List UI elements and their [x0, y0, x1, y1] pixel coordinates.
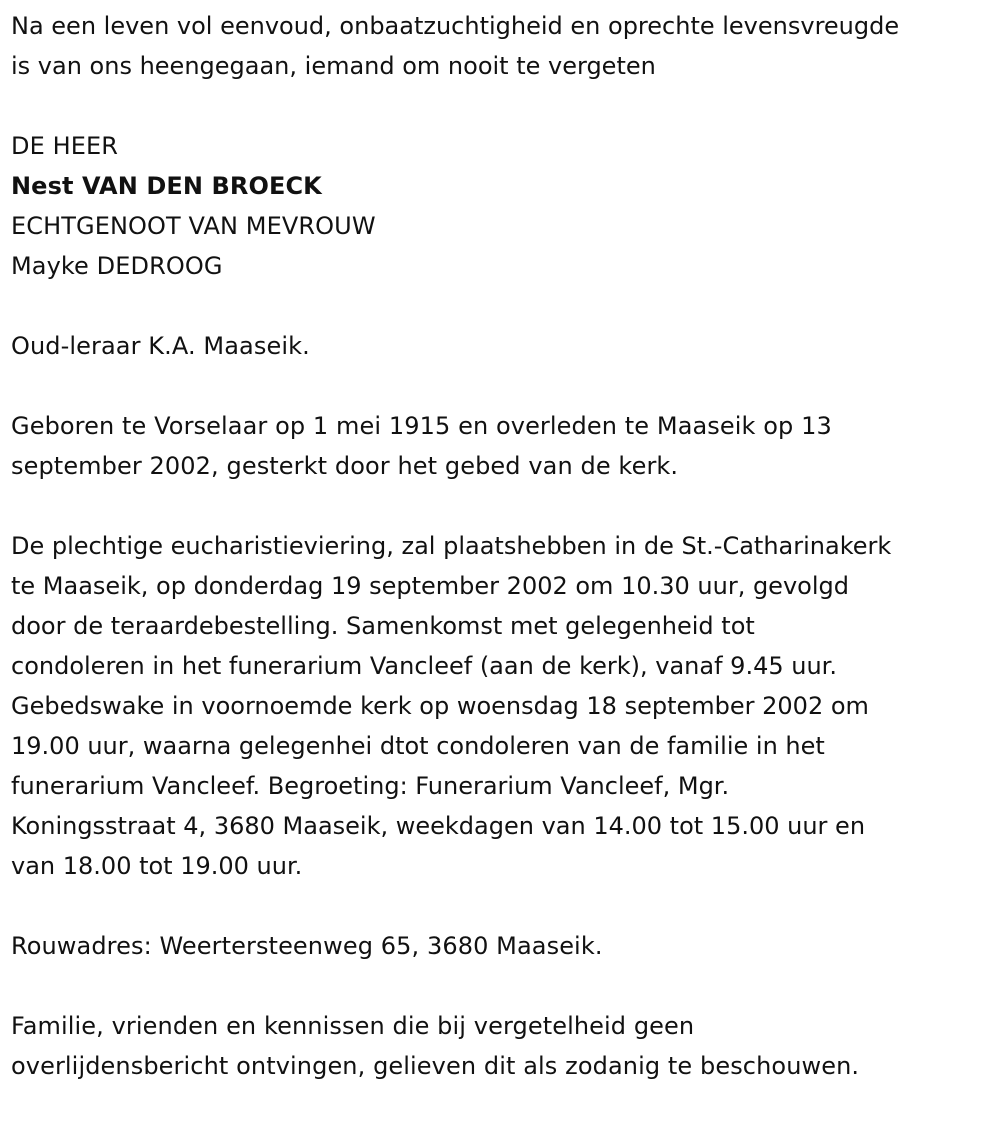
deceased-name: Nest VAN DEN BROECK — [11, 172, 322, 200]
spacer — [11, 966, 992, 1006]
intro-text: Na een leven vol eenvoud, onbaatzuchtigheid en oprechte levensvreugde is van ons heengegaan, iemand om nooit te vergeten — [11, 12, 900, 80]
spacer — [11, 886, 992, 926]
spacer — [11, 286, 992, 326]
birth-death-text: Geboren te Vorselaar op 1 mei 1915 en overleden te Maaseik op 13 september 2002, gesterkt door het gebed van de kerk. — [11, 412, 832, 480]
ceremony-text: De plechtige eucharistieviering, zal plaatshebben in de St.-Catharinakerk te Maaseik, op donderdag 19 september 2002 om 10.30 uur, gevolgd door de teraardebestelling. Samenkomst met gelegenheid tot condoleren in het funerarium Vancleef (aan de kerk), vanaf 9.45 uur. Gebedswake in voornoemde kerk op woensdag 18 september 2002 om 19.00 uur, waarna gelegenhei dtot condoleren van de familie in het funerarium Vancleef. Begroeting: Funerarium Vancleef, Mgr. Koningsstraat 4, 3680 Maaseik, weekdagen van 14.00 tot 15.00 uur en van 18.00 tot 19.00 uur. — [11, 532, 892, 880]
honorific: DE HEER — [11, 132, 119, 160]
spacer — [11, 366, 992, 406]
profession: Oud-leraar K.A. Maaseik. — [11, 332, 310, 360]
spouse-name: Mayke DEDROOG — [11, 252, 223, 280]
spacer — [11, 486, 992, 526]
spacer — [11, 86, 992, 126]
spouse-title: ECHTGENOOT VAN MEVROUW — [11, 212, 376, 240]
mourning-address: Rouwadres: Weertersteenweg 65, 3680 Maaseik. — [11, 932, 603, 960]
closing-text: Familie, vrienden en kennissen die bij vergetelheid geen overlijdensbericht ontvingen, gelieven dit als zodanig te beschouwen. — [11, 1012, 860, 1080]
